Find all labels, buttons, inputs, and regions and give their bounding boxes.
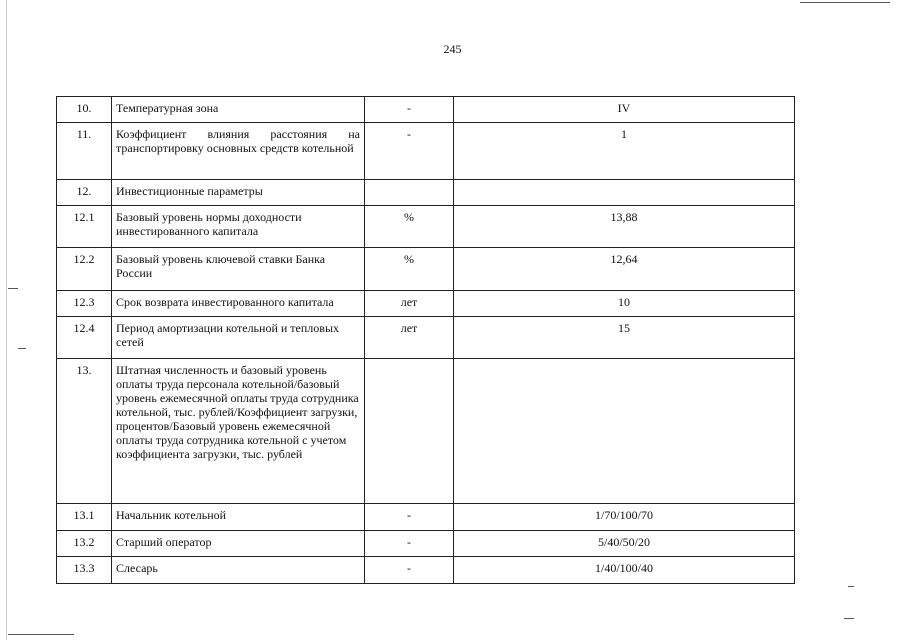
row-value: 1 <box>454 123 795 180</box>
row-value: 10 <box>454 291 795 317</box>
row-number: 13.3 <box>57 557 112 584</box>
table-row <box>57 180 795 206</box>
row-name: Температурная зона <box>112 97 365 123</box>
table-row <box>57 557 795 584</box>
parameters-table <box>56 96 795 584</box>
table-row <box>57 504 795 531</box>
table-row <box>57 206 795 248</box>
row-number: 11. <box>57 123 112 180</box>
row-unit <box>365 180 454 206</box>
scan-mark-bottom-left <box>8 634 74 635</box>
row-unit: % <box>365 206 454 248</box>
row-unit: - <box>365 557 454 584</box>
row-name: Начальник котельной <box>112 504 365 531</box>
scan-mark-bottom-right-2 <box>844 618 854 619</box>
row-number: 12.4 <box>57 317 112 359</box>
scan-mark-bottom-right-1 <box>848 586 854 587</box>
scan-mark-left-1 <box>8 288 18 289</box>
table-row <box>57 317 795 359</box>
row-unit: - <box>365 97 454 123</box>
page-number: 245 <box>443 42 462 56</box>
row-name: Период амортизации котельной и тепловых сетей <box>112 317 365 359</box>
row-unit: лет <box>365 317 454 359</box>
row-value: 12,64 <box>454 248 795 291</box>
row-name: Базовый уровень нормы доходности инвестированного капитала <box>112 206 365 248</box>
row-number: 13. <box>57 359 112 504</box>
row-name: Штатная численность и базовый уровень оплаты труда персонала котельной/базовый уровень ежемесячной оплаты труда сотрудника котельной, тыс. рублей/Коэффициент загрузки, процентов/Базовый уровень ежемесячной оплаты труда сотрудника котельной с учетом коэффициента загрузки, тыс. рублей <box>112 359 365 504</box>
scan-left-edge <box>6 0 7 640</box>
row-number: 13.2 <box>57 531 112 557</box>
scan-mark-top-right <box>800 2 890 3</box>
table-row <box>57 359 795 504</box>
row-name: Инвестиционные параметры <box>112 180 365 206</box>
row-number: 12.2 <box>57 248 112 291</box>
row-name: Коэффициент влияния расстояния на транспортировку основных средств котельной <box>112 123 365 180</box>
row-value <box>454 359 795 504</box>
row-value: 5/40/50/20 <box>454 531 795 557</box>
row-unit <box>365 359 454 504</box>
row-unit: лет <box>365 291 454 317</box>
table-row <box>57 531 795 557</box>
table-row <box>57 123 795 180</box>
row-value: 15 <box>454 317 795 359</box>
row-number: 13.1 <box>57 504 112 531</box>
row-value: IV <box>454 97 795 123</box>
row-value: 13,88 <box>454 206 795 248</box>
row-value: 1/40/100/40 <box>454 557 795 584</box>
table-row <box>57 291 795 317</box>
row-unit: - <box>365 504 454 531</box>
row-unit: - <box>365 123 454 180</box>
row-number: 12. <box>57 180 112 206</box>
row-number: 10. <box>57 97 112 123</box>
row-unit: % <box>365 248 454 291</box>
row-number: 12.3 <box>57 291 112 317</box>
row-name: Срок возврата инвестированного капитала <box>112 291 365 317</box>
row-unit: - <box>365 531 454 557</box>
row-name: Старший оператор <box>112 531 365 557</box>
scan-mark-left-2 <box>18 348 26 349</box>
row-number: 12.1 <box>57 206 112 248</box>
row-name: Слесарь <box>112 557 365 584</box>
table-row <box>57 97 795 123</box>
table-row <box>57 248 795 291</box>
row-value <box>454 180 795 206</box>
row-value: 1/70/100/70 <box>454 504 795 531</box>
row-name: Базовый уровень ключевой ставки Банка России <box>112 248 365 291</box>
